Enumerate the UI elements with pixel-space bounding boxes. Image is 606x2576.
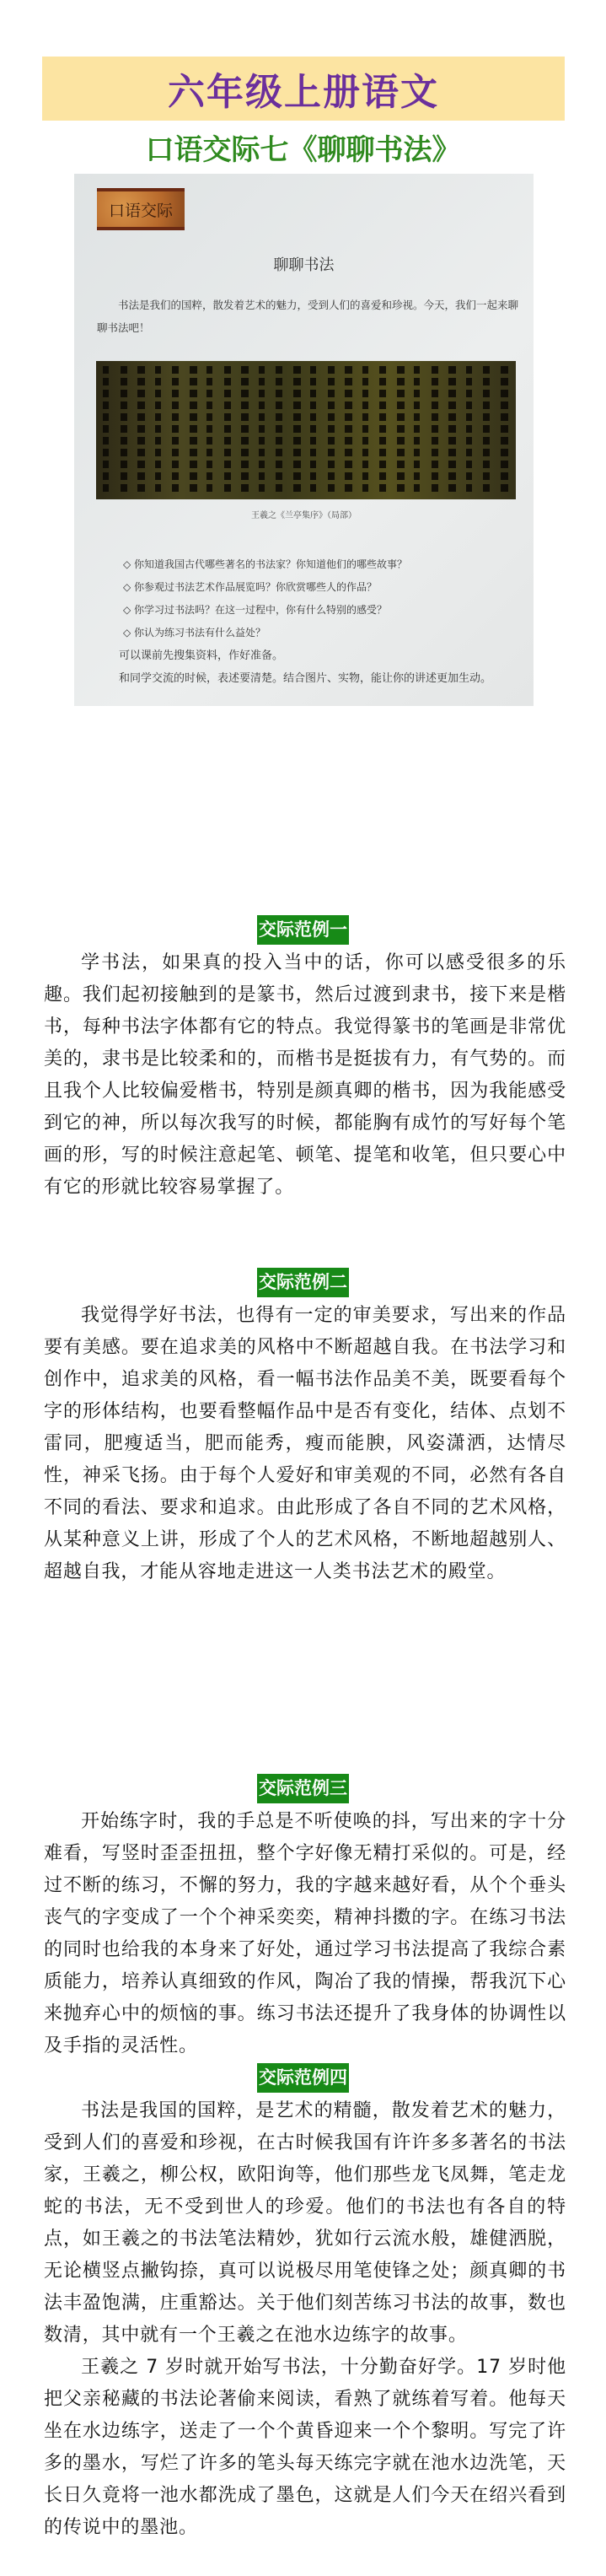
lesson-title: 聊聊书法 (273, 256, 335, 274)
question-item: ◇ 你学习过书法吗？在这一过程中，你有什么特别的感受？ (123, 604, 388, 616)
calligraphy-column (103, 366, 109, 494)
calligraphy-column (276, 366, 282, 494)
calligraphy-column (466, 366, 472, 494)
calligraphy-column (155, 366, 161, 494)
example-paragraph: 书法是我国的国粹，是艺术的精髓，散发着艺术的魅力，受到人们的喜爱和珍视，在古时候我国有许许多多著名的书法家，王羲之，柳公权，欧阳询等，他们那些龙飞凤舞，笔走龙蛇的书法，无不受到世人的珍爱。他们的书法也有各自的特点，如王羲之的书法笔法精妙，犹如行云流水般，雄健洒脱，无论横竖点撇钩捺，真可以说极尽用笔使锋之处；颜真卿的书法丰盈饱满，庄重豁达。关于他们刻苦练习书法的故事，数也数清，其中就有一个王羲之在池水边练字的故事。 (44, 2100, 566, 2346)
calligraphy-column (293, 366, 301, 494)
example-paragraph: 开始练字时，我的手总是不听使唤的抖，写出来的字十分难看，写竖时歪歪扭扭，整个字好像无精打采似的。可是，经过不断的练习，不懈的努力，我的字越来越好看，从个个垂头丧气的字变成了一个个神采奕奕，精神抖擞的字。在练习书法的同时也给我的本身来了好处，通过学习书法提高了我综合素质能力，培养认真细致的作风，陶冶了我的情操，帮我沉下心来抛弃心中的烦恼的事。练习书法还提升了我身体的协调性以及手指的灵活性。 (44, 1811, 566, 2056)
example-label: 交际范例一 (257, 915, 349, 945)
calligraphy-column (362, 366, 368, 494)
page-title: 六年级上册语文 (168, 71, 439, 114)
calligraphy-column (414, 366, 420, 494)
example-label: 交际范例三 (257, 1774, 349, 1803)
example-paragraph: 学书法，如果真的投入当中的话，你可以感受很多的乐趣。我们起初接触到的是篆书，然后过渡到隶书，接下来是楷书，每种书法字体都有它的特点。我觉得篆书的笔画是非常优美的，隶书是比较柔和的，而楷书是挺拔有力，有气势的。而且我个人比较偏爱楷书，特别是颜真卿的楷书，因为我能感受到它的神，所以每次我写的时候，都能胸有成竹的写好每个笔画的形，写的时候注意起笔、顿笔、提笔和收笔，但只要心中有它的形就比较容易掌握了。 (44, 952, 566, 1198)
calligraphy-column (190, 366, 197, 494)
page-subtitle: 口语交际七《聊聊书法》 (145, 133, 461, 167)
example-label: 交际范例四 (257, 2063, 349, 2093)
calligraphy-column (206, 366, 212, 494)
note-paragraph: 可以课前先搜集资料，作好准备。 (119, 649, 284, 662)
example-3-body (44, 1806, 566, 2062)
calligraphy-column (172, 366, 179, 494)
calligraphy-image (96, 361, 516, 499)
example-1-heading (0, 915, 606, 945)
question-item: ◇ 你参观过书法艺术作品展览吗？你欣赏哪些人的作品？ (123, 581, 378, 593)
calligraphy-column (501, 366, 508, 494)
question-item: ◇ 你认为练习书法有什么益处？ (123, 627, 266, 639)
calligraphy-column (224, 366, 231, 494)
calligraphy-column (483, 366, 490, 494)
calligraphy-column (328, 366, 335, 494)
calligraphy-column (397, 366, 405, 494)
calligraphy-column (121, 366, 127, 494)
calligraphy-column (345, 366, 352, 494)
example-2-body (44, 1300, 566, 1588)
lesson-notes (97, 644, 518, 690)
question-item: ◇ 你知道我国古代哪些著名的书法家？你知道他们的哪些故事？ (123, 558, 408, 570)
calligraphy-column (379, 366, 386, 494)
note-paragraph: 和同学交流的时候，表述要清楚。结合图片、实物，能让你的讲述更加生动。 (119, 672, 492, 685)
example-label: 交际范例二 (257, 1268, 349, 1297)
textbook-page-photo (74, 174, 534, 706)
calligraphy-column (241, 366, 249, 494)
calligraphy-column (310, 366, 316, 494)
title-banner (42, 57, 565, 121)
section-label-text: 口语交际 (108, 201, 173, 220)
calligraphy-column (432, 366, 438, 494)
example-3-heading (0, 1774, 606, 1803)
calligraphy-column (137, 366, 145, 494)
calligraphy-column (259, 366, 265, 494)
calligraphy-column (448, 366, 456, 494)
example-paragraph: 我觉得学好书法，也得有一定的审美要求，写出来的作品要有美感。要在追求美的风格中不断超越自我。在书法学习和创作中，追求美的风格，看一幅书法作品美不美，既要看每个字的形体结构，也要看整幅作品中是否有变化，结体、点划不雷同，肥瘦适当，肥而能秀，瘦而能腴，风姿潇洒，达情尽性，神采飞扬。由于每个人爱好和审美观的不同，必然有各自不同的看法、要求和追求。由此形成了各自不同的艺术风格，从某种意义上讲，形成了个人的艺术风格，不断地超越别人、超越自我，才能从容地走进这一人类书法艺术的殿堂。 (44, 1305, 566, 1582)
example-4-body (44, 2095, 566, 2544)
lesson-intro: 书法是我们的国粹，散发着艺术的魅力，受到人们的喜爱和珍视。今天，我们一起来聊聊书法吧！ (97, 299, 519, 334)
example-1-body (44, 947, 566, 1204)
section-label-badge (97, 188, 185, 230)
image-caption: 王羲之《兰亭集序》（局部） (251, 511, 357, 520)
question-list (123, 553, 407, 644)
example-2-heading (0, 1268, 606, 1297)
example-paragraph: 王羲之 7 岁时就开始写书法，十分勤奋好学。17 岁时他把父亲秘藏的书法论著偷来阅读，看熟了就练着写着。他每天坐在水边练字，送走了一个个黄昏迎来一个个黎明。写完了许多的墨水，写烂了许多的笔头每天练完字就在池水边洗笔，天长日久竟将一池水都洗成了墨色，这就是人们今天在绍兴看到的传说中的墨池。 (44, 2357, 566, 2538)
example-4-heading (0, 2063, 606, 2093)
